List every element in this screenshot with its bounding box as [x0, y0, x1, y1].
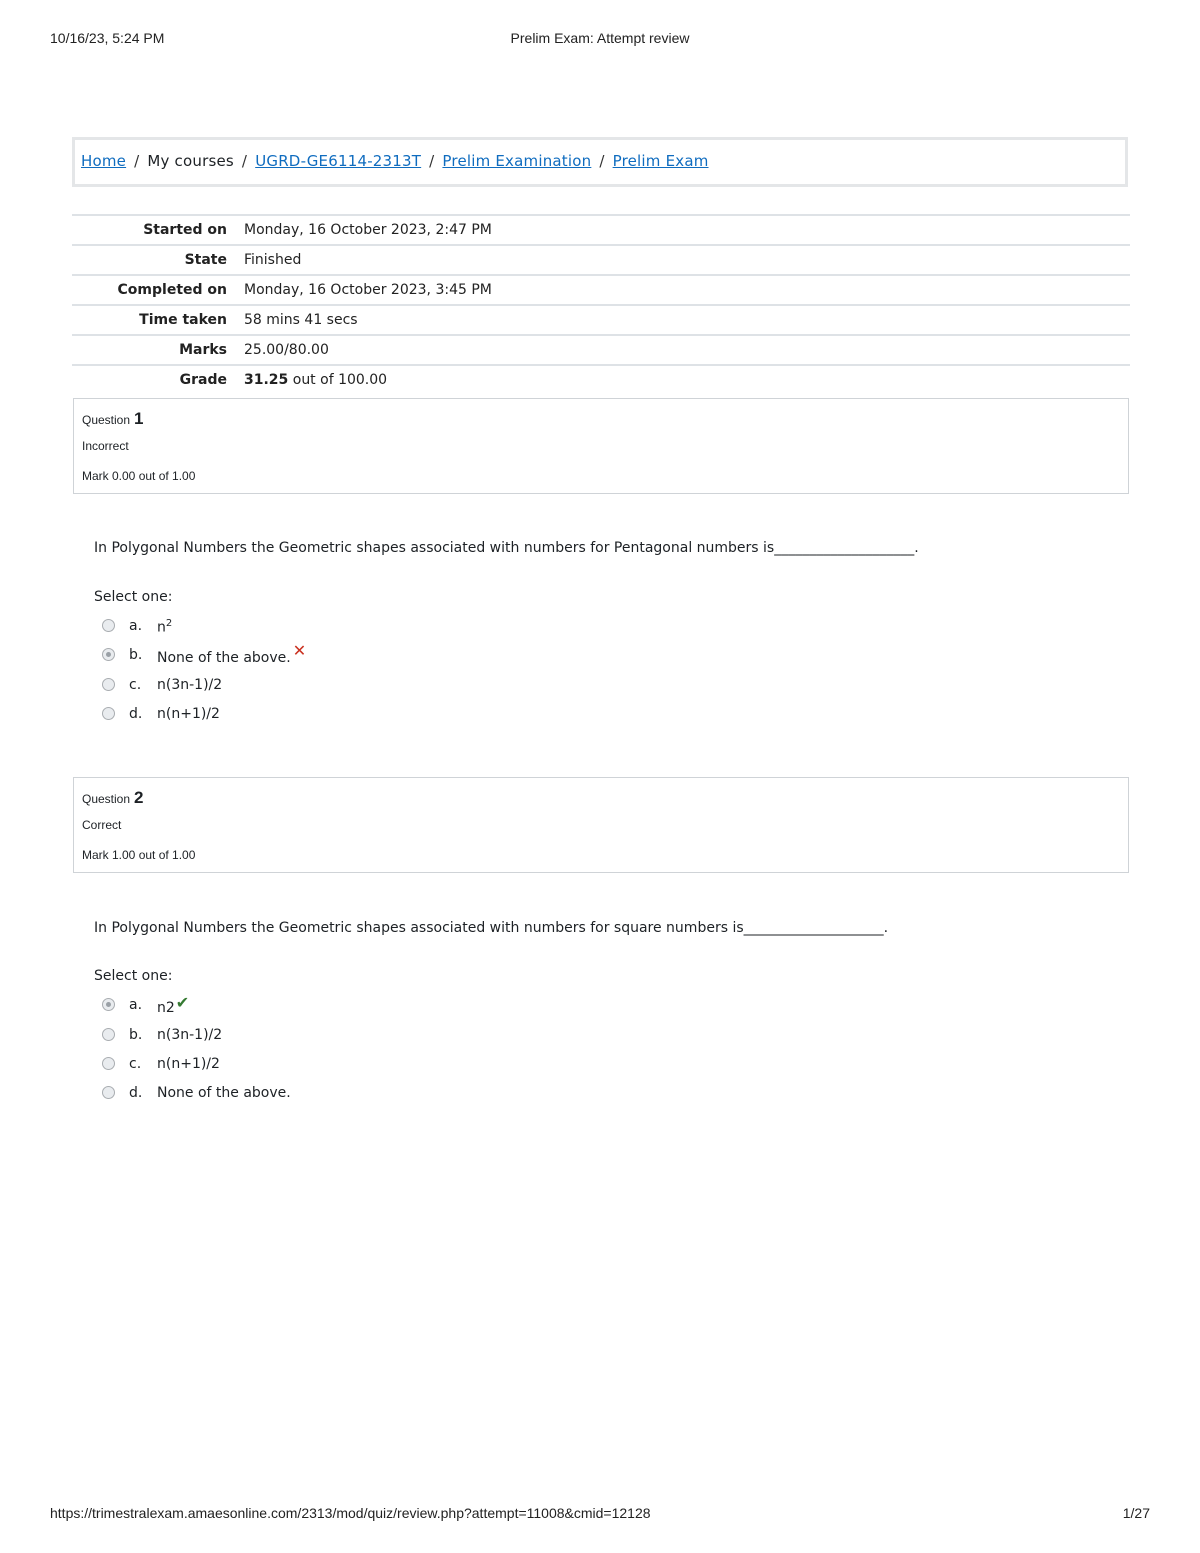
- attempt-summary-table: [72, 214, 1130, 394]
- cross-icon: ✕: [292, 641, 307, 660]
- option-text: n(3n-1)/2: [157, 677, 223, 693]
- option-letter: b.: [129, 647, 143, 663]
- option-letter: b.: [129, 1027, 143, 1043]
- breadcrumb-course-link[interactable]: UGRD-GE6114-2313T: [255, 152, 422, 170]
- radio-button[interactable]: [102, 619, 115, 632]
- radio-button-selected[interactable]: [102, 998, 115, 1011]
- question-state: Incorrect: [82, 439, 129, 453]
- print-url: https://trimestralexam.amaesonline.com/2313/mod/quiz/review.php?attempt=11008&cmid=12128: [50, 1505, 651, 1521]
- option-text-base: n2: [157, 1000, 175, 1016]
- option-letter: a.: [129, 997, 143, 1013]
- print-page-title: Prelim Exam: Attempt review: [510, 30, 690, 46]
- option-letter: a.: [129, 618, 143, 634]
- question-number: [82, 788, 144, 808]
- summary-row-time-taken: [72, 305, 1130, 335]
- summary-value: Finished: [244, 252, 302, 268]
- option-superscript: 2: [165, 618, 173, 629]
- question-label: Question: [82, 792, 131, 806]
- breadcrumb-home-link[interactable]: Home: [81, 152, 127, 170]
- summary-value: Monday, 16 October 2023, 2:47 PM: [244, 222, 492, 238]
- grade-score: 31.25: [244, 372, 289, 388]
- breadcrumb-separator: /: [599, 152, 605, 170]
- summary-row-started: [72, 215, 1130, 245]
- option-text: n(n+1)/2: [157, 706, 220, 722]
- summary-row-grade: [72, 365, 1130, 394]
- breadcrumb: [81, 152, 709, 170]
- option-text: [157, 993, 190, 1016]
- question-1-text: In Polygonal Numbers the Geometric shapes associated with numbers for Pentagonal numbers is____________________.: [94, 540, 919, 556]
- radio-button[interactable]: [102, 1057, 115, 1070]
- option-text: n(3n-1)/2: [157, 1027, 223, 1043]
- select-one-prompt: Select one:: [94, 968, 173, 984]
- summary-row-state: [72, 245, 1130, 275]
- grade-out-of: out of 100.00: [288, 372, 388, 388]
- summary-value: 25.00/80.00: [244, 342, 329, 358]
- breadcrumb-separator: /: [241, 152, 248, 170]
- summary-label: Started on: [143, 222, 227, 238]
- radio-button[interactable]: [102, 707, 115, 720]
- check-icon: ✔: [175, 993, 190, 1012]
- print-header: [50, 30, 1150, 50]
- summary-label: State: [184, 252, 227, 268]
- question-mark: Mark 0.00 out of 1.00: [82, 469, 196, 483]
- summary-row-marks: [72, 335, 1130, 365]
- summary-value: 58 mins 41 secs: [244, 312, 358, 328]
- radio-button[interactable]: [102, 1028, 115, 1041]
- breadcrumb-section-link[interactable]: Prelim Examination: [442, 152, 592, 170]
- option-text: n(n+1)/2: [157, 1056, 220, 1072]
- option-letter: c.: [129, 677, 142, 693]
- question-2-text: In Polygonal Numbers the Geometric shapes associated with numbers for square numbers is____________________.: [94, 920, 889, 936]
- option-text-base: None of the above.: [157, 650, 291, 666]
- option-letter: d.: [129, 1085, 143, 1101]
- question-number-value: 1: [134, 409, 144, 428]
- summary-value: [243, 365, 1130, 394]
- question-mark: Mark 1.00 out of 1.00: [82, 848, 196, 862]
- breadcrumb-container: [72, 137, 1128, 187]
- question-number-value: 2: [134, 788, 144, 807]
- breadcrumb-separator: /: [134, 152, 140, 170]
- option-text-base: n: [157, 619, 166, 636]
- question-number: [82, 409, 144, 429]
- question-2-info: [73, 777, 1129, 873]
- summary-label: Completed on: [117, 282, 227, 298]
- option-letter: c.: [129, 1056, 142, 1072]
- summary-label: Grade: [179, 372, 227, 388]
- option-text: [157, 641, 307, 666]
- question-state: Correct: [82, 818, 122, 832]
- page-counter: 1/27: [1122, 1505, 1150, 1521]
- select-one-prompt: Select one:: [94, 589, 173, 605]
- radio-button[interactable]: [102, 1086, 115, 1099]
- option-text: None of the above.: [157, 1085, 291, 1101]
- breadcrumb-quiz-link[interactable]: Prelim Exam: [612, 152, 709, 170]
- question-label: Question: [82, 413, 131, 427]
- print-datetime: 10/16/23, 5:24 PM: [50, 30, 165, 46]
- breadcrumb-separator: /: [429, 152, 435, 170]
- radio-button[interactable]: [102, 678, 115, 691]
- summary-value: Monday, 16 October 2023, 3:45 PM: [244, 282, 492, 298]
- option-letter: d.: [129, 706, 143, 722]
- question-1-info: [73, 398, 1129, 494]
- summary-label: Marks: [179, 342, 227, 358]
- radio-button-selected[interactable]: [102, 648, 115, 661]
- option-text: [157, 618, 172, 636]
- summary-row-completed: [72, 275, 1130, 305]
- summary-label: Time taken: [139, 312, 227, 328]
- breadcrumb-my-courses: My courses: [147, 152, 234, 170]
